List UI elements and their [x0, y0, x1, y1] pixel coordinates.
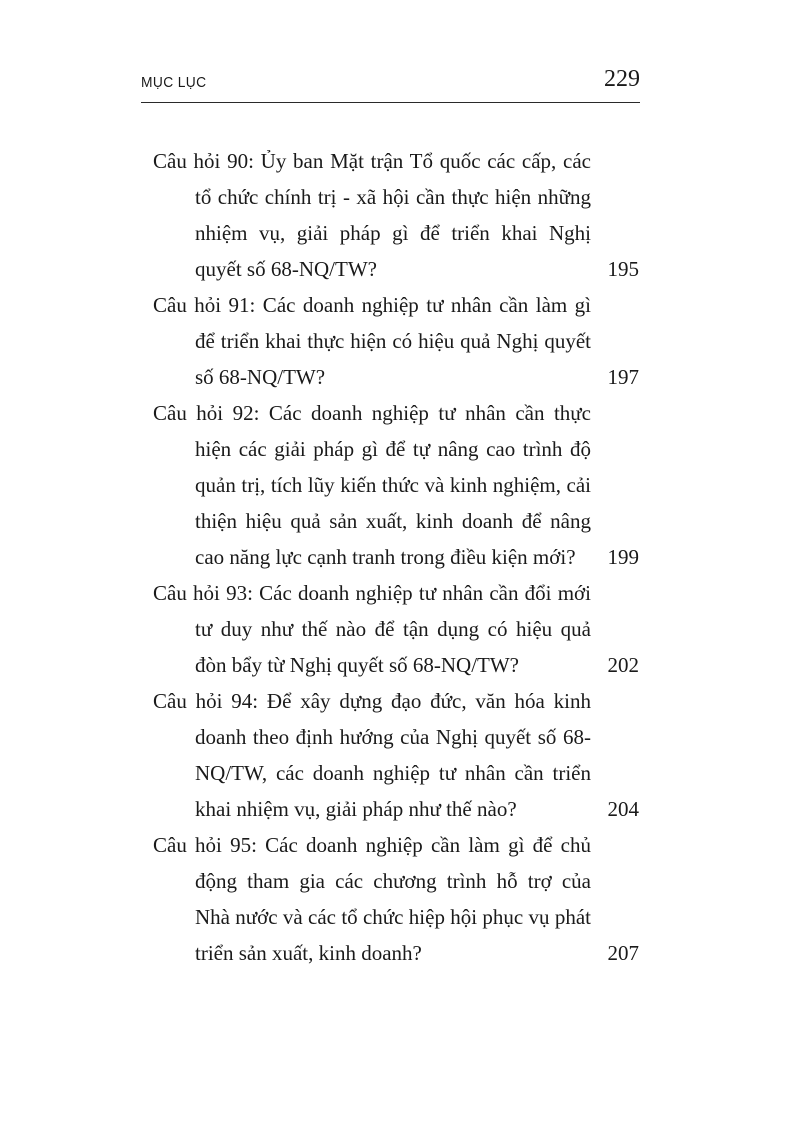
toc-entry: [153, 683, 639, 827]
page-number: 229: [604, 66, 640, 92]
toc-entry-page: 204: [607, 797, 639, 821]
toc-entry: [153, 143, 639, 287]
toc-entry-title: Câu hỏi 90: Ủy ban Mặt trận Tổ quốc các cấp, các tổ chức chính trị - xã hội cần thực hiện những nhiệm vụ, giải pháp gì để triển khai Nghị quyết số 68-NQ/TW?: [153, 149, 591, 281]
toc-entry-title: Câu hỏi 94: Để xây dựng đạo đức, văn hóa kinh doanh theo định hướng của Nghị quyết số 68-NQ/TW, các doanh nghiệp tư nhân cần triển khai nhiệm vụ, giải pháp như thế nào?: [153, 689, 591, 821]
toc-entry: [153, 575, 639, 683]
toc-entry-page: 195: [607, 257, 639, 281]
toc-entry-page: 207: [607, 941, 639, 965]
running-title: MỤC LỤC: [141, 74, 207, 91]
toc-entry-title: Câu hỏi 92: Các doanh nghiệp tư nhân cần thực hiện các giải pháp gì để tự nâng cao trình độ quản trị, tích lũy kiến thức và kinh nghiệm, cải thiện hiệu quả sản xuất, kinh doanh để nâng cao năng lực cạnh tranh trong điều kiện mới?: [153, 401, 591, 569]
toc-entry-page: 202: [607, 653, 639, 677]
toc-entry: [153, 827, 639, 971]
toc-entry-page: 199: [607, 545, 639, 569]
toc-entry-title: Câu hỏi 95: Các doanh nghiệp cần làm gì để chủ động tham gia các chương trình hỗ trợ của Nhà nước và các tổ chức hiệp hội phục vụ phát triển sản xuất, kinh doanh?: [153, 833, 591, 965]
table-of-contents: [153, 143, 639, 971]
toc-entry-title: Câu hỏi 91: Các doanh nghiệp tư nhân cần làm gì để triển khai thực hiện có hiệu quả Nghị quyết số 68-NQ/TW?: [153, 293, 591, 389]
toc-entry: [153, 395, 639, 575]
page-header: [141, 62, 640, 103]
toc-entry-page: 197: [607, 365, 639, 389]
toc-entry-title: Câu hỏi 93: Các doanh nghiệp tư nhân cần đổi mới tư duy như thế nào để tận dụng có hiệu quả đòn bẩy từ Nghị quyết số 68-NQ/TW?: [153, 581, 591, 677]
toc-entry: [153, 287, 639, 395]
